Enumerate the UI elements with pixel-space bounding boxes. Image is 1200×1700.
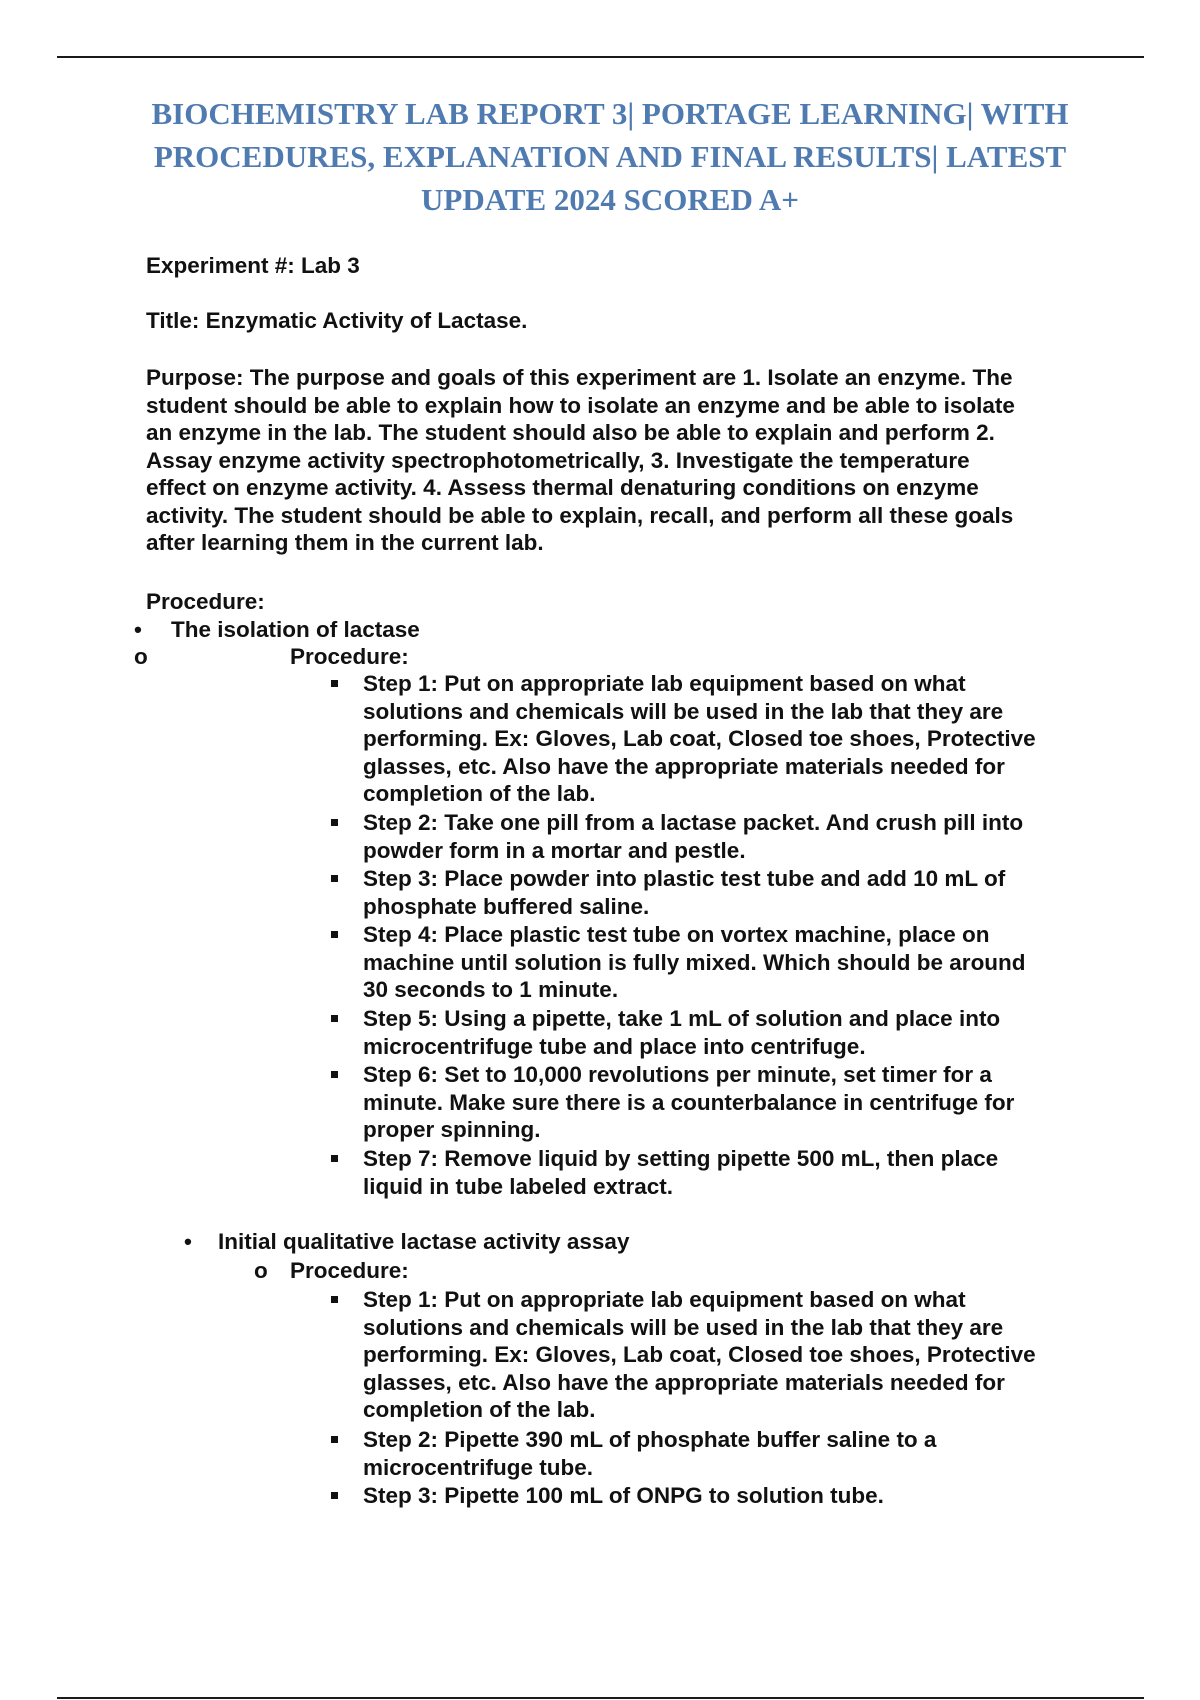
- step-item: [363, 1061, 1123, 1144]
- section-bullet-marker: •: [184, 1229, 192, 1254]
- step-line: Step 2: Take one pill from a lactase packet. And crush pill into: [363, 810, 1024, 835]
- step-item: [363, 1426, 1123, 1481]
- title-line: UPDATE 2024 SCORED A+: [421, 182, 799, 217]
- sub-bullet-marker: o: [134, 644, 148, 669]
- step-line: powder form in a mortar and pestle.: [363, 837, 746, 863]
- lab-title: Title: Enzymatic Activity of Lactase.: [146, 308, 528, 333]
- step-item: [363, 809, 1123, 864]
- top-rule: [57, 56, 1144, 58]
- step-line: Step 1: Put on appropriate lab equipment based on what: [363, 671, 966, 696]
- square-bullet-icon: [331, 1436, 338, 1443]
- step-line: phosphate buffered saline.: [363, 893, 650, 919]
- square-bullet-icon: [331, 1296, 338, 1303]
- step-line: glasses, etc. Also have the appropriate materials needed for: [363, 1369, 1005, 1395]
- purpose-line: an enzyme in the lab. The student should also be able to explain and perform 2.: [146, 420, 995, 445]
- step-item: [363, 1145, 1123, 1200]
- purpose-line: Assay enzyme activity spectrophotometrically, 3. Investigate the temperature: [146, 447, 970, 473]
- section-bullet-marker: •: [134, 617, 142, 642]
- step-line: Step 6: Set to 10,000 revolutions per minute, set timer for a: [363, 1062, 992, 1087]
- bottom-rule: [57, 1697, 1144, 1699]
- step-line: glasses, etc. Also have the appropriate materials needed for: [363, 753, 1005, 779]
- sub-procedure-label: Procedure:: [290, 644, 409, 669]
- square-bullet-icon: [331, 819, 338, 826]
- step-line: minute. Make sure there is a counterbalance in centrifuge for: [363, 1089, 1015, 1115]
- step-line: solutions and chemicals will be used in the lab that they are: [363, 698, 1004, 724]
- step-line: Step 4: Place plastic test tube on vortex machine, place on: [363, 922, 990, 947]
- experiment-number: Experiment #: Lab 3: [146, 253, 360, 278]
- purpose-line: after learning them in the current lab.: [146, 530, 544, 555]
- square-bullet-icon: [331, 1015, 338, 1022]
- square-bullet-icon: [331, 1071, 338, 1078]
- square-bullet-icon: [331, 931, 338, 938]
- step-line: Step 7: Remove liquid by setting pipette 500 mL, then place: [363, 1146, 999, 1171]
- sub-bullet-marker: o: [254, 1258, 268, 1283]
- step-line: solutions and chemicals will be used in the lab that they are: [363, 1314, 1004, 1340]
- step-line: liquid in tube labeled extract.: [363, 1173, 674, 1199]
- step-line: Step 5: Using a pipette, take 1 mL of solution and place into: [363, 1006, 1001, 1031]
- square-bullet-icon: [331, 1492, 338, 1499]
- step-line: machine until solution is fully mixed. Which should be around: [363, 949, 1026, 975]
- step-item: [363, 865, 1123, 920]
- purpose-paragraph: [146, 364, 1096, 557]
- step-line: Step 3: Place powder into plastic test tube and add 10 mL of: [363, 866, 1006, 891]
- step-line: completion of the lab.: [363, 1397, 596, 1422]
- step-item: [363, 1286, 1123, 1424]
- step-line: microcentrifuge tube and place into centrifuge.: [363, 1033, 866, 1059]
- step-item: [363, 1482, 1123, 1510]
- document-title: [120, 92, 1100, 221]
- square-bullet-icon: [331, 875, 338, 882]
- title-line: BIOCHEMISTRY LAB REPORT 3| PORTAGE LEARNING| WITH: [151, 96, 1069, 131]
- step-line: completion of the lab.: [363, 781, 596, 806]
- square-bullet-icon: [331, 680, 338, 687]
- title-line: PROCEDURES, EXPLANATION AND FINAL RESULTS| LATEST: [153, 139, 1067, 174]
- step-line: Step 2: Pipette 390 mL of phosphate buffer saline to a: [363, 1427, 937, 1452]
- step-item: [363, 921, 1123, 1004]
- section-title-assay: Initial qualitative lactase activity assay: [218, 1229, 630, 1254]
- step-line: Step 1: Put on appropriate lab equipment based on what: [363, 1287, 966, 1312]
- section-title-isolation: The isolation of lactase: [171, 617, 420, 642]
- step-line: proper spinning.: [363, 1117, 541, 1142]
- purpose-line: student should be able to explain how to isolate an enzyme and be able to isolate: [146, 392, 1015, 418]
- step-item: [363, 670, 1123, 808]
- step-item: [363, 1005, 1123, 1060]
- square-bullet-icon: [331, 1155, 338, 1162]
- step-line: Step 3: Pipette 100 mL of ONPG to solution tube.: [363, 1483, 884, 1508]
- step-line: performing. Ex: Gloves, Lab coat, Closed toe shoes, Protective: [363, 726, 1036, 751]
- purpose-line: activity. The student should be able to explain, recall, and perform all these goals: [146, 502, 1014, 528]
- sub-procedure-label: Procedure:: [290, 1258, 409, 1283]
- procedure-heading: Procedure:: [146, 589, 265, 614]
- purpose-line: effect on enzyme activity. 4. Assess thermal denaturing conditions on enzyme: [146, 475, 979, 500]
- purpose-line: Purpose: The purpose and goals of this experiment are 1. Isolate an enzyme. The: [146, 365, 1013, 390]
- step-line: performing. Ex: Gloves, Lab coat, Closed toe shoes, Protective: [363, 1342, 1036, 1367]
- step-line: 30 seconds to 1 minute.: [363, 977, 619, 1002]
- step-line: microcentrifuge tube.: [363, 1454, 594, 1480]
